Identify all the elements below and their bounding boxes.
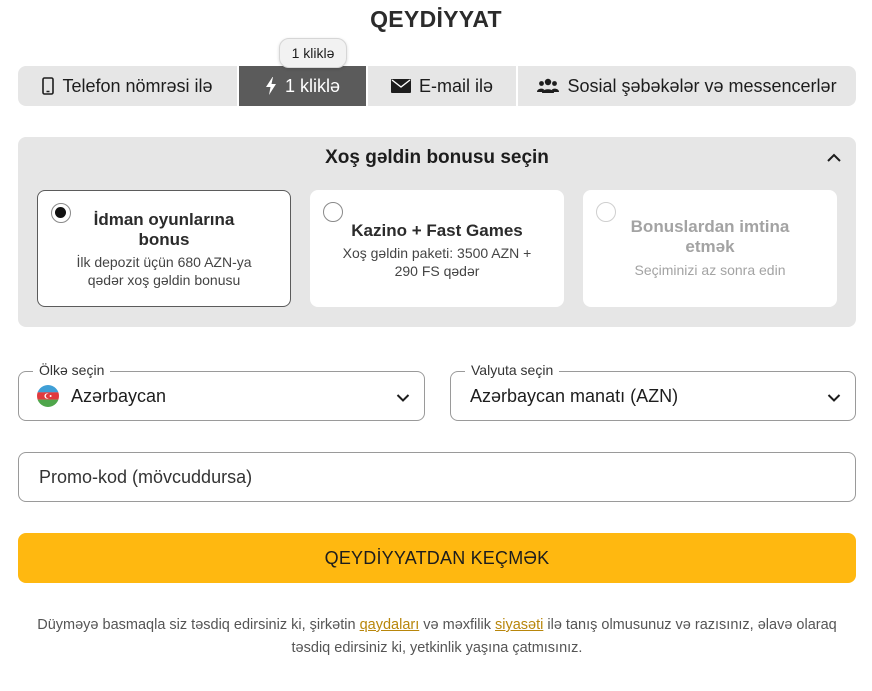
rules-link[interactable]: qaydaları xyxy=(359,617,420,633)
phone-icon xyxy=(42,77,54,95)
legal-notice xyxy=(20,614,854,660)
bonus-radio-sports[interactable] xyxy=(51,203,71,223)
legal-text: ilə tanış olmusunuz və razısınız, əlavə olaraq təsdiq edirsiniz ki, yetkinlik yaşına çatmısınız. xyxy=(291,617,837,656)
lightning-icon xyxy=(265,77,277,95)
bonus-title: Xoş gəldin bonusu seçin xyxy=(325,147,549,168)
legal-text: və məxfilik xyxy=(419,617,495,633)
country-select[interactable] xyxy=(18,362,425,421)
currency-select[interactable] xyxy=(450,362,856,421)
tab-social-label: Sosial şəbəkələr və messencerlər xyxy=(567,75,837,96)
tab-email-label: E-mail ilə xyxy=(418,75,493,96)
registration-method-tabs xyxy=(18,66,856,106)
bonus-radio-casino[interactable] xyxy=(323,202,343,222)
envelope-icon xyxy=(391,79,411,93)
bonus-panel xyxy=(18,137,856,327)
bonus-option-decline xyxy=(583,190,837,307)
bonus-option-title: Kazino + Fast Games xyxy=(351,221,523,240)
tab-social[interactable] xyxy=(518,66,856,106)
legal-text: Düyməyə basmaqla siz təsdiq edirsiniz ki, şirkətin xyxy=(37,617,360,633)
bonus-option-desc: Seçiminizi az sonra edin xyxy=(634,262,786,278)
chevron-down-icon xyxy=(827,390,841,408)
tab-phone[interactable] xyxy=(18,66,239,106)
bonus-option-desc: Xoş gəldin paketi: 3500 AZN + 290 FS qədər xyxy=(342,245,532,279)
chevron-up-icon[interactable] xyxy=(826,151,842,165)
tab-email[interactable] xyxy=(368,66,518,106)
page-title: QEYDİYYAT xyxy=(370,6,502,32)
bonus-option-title: Bonuslardan imtina etmək xyxy=(630,217,790,256)
currency-value: Azərbaycan manatı (AZN) xyxy=(470,386,679,406)
country-value: Azərbaycan xyxy=(71,386,167,406)
register-button[interactable]: QEYDİYYATDAN KEÇMƏK xyxy=(18,533,856,583)
bonus-option-casino[interactable] xyxy=(310,190,564,307)
privacy-policy-link[interactable]: siyasəti xyxy=(495,617,544,633)
tab-phone-label: Telefon nömrəsi ilə xyxy=(62,75,213,96)
bonus-option-sports[interactable] xyxy=(37,190,291,307)
promo-code-input[interactable] xyxy=(18,452,856,502)
bonus-option-title: İdman oyunlarına bonus xyxy=(93,210,235,249)
tab-one-click[interactable] xyxy=(239,66,368,106)
chevron-down-icon xyxy=(396,390,410,408)
azerbaijan-flag-icon xyxy=(37,385,59,407)
users-icon xyxy=(537,78,559,94)
bonus-radio-decline xyxy=(596,202,616,222)
currency-label: Valyuta seçin xyxy=(465,362,559,378)
country-label: Ölkə seçin xyxy=(33,362,110,378)
tab-one-click-label: 1 kliklə xyxy=(284,75,341,96)
bonus-option-desc: İlk depozit üçün 680 AZN-ya qədər xoş gəldin bonusu xyxy=(76,254,252,288)
tab-tooltip: 1 kliklə xyxy=(279,38,347,68)
